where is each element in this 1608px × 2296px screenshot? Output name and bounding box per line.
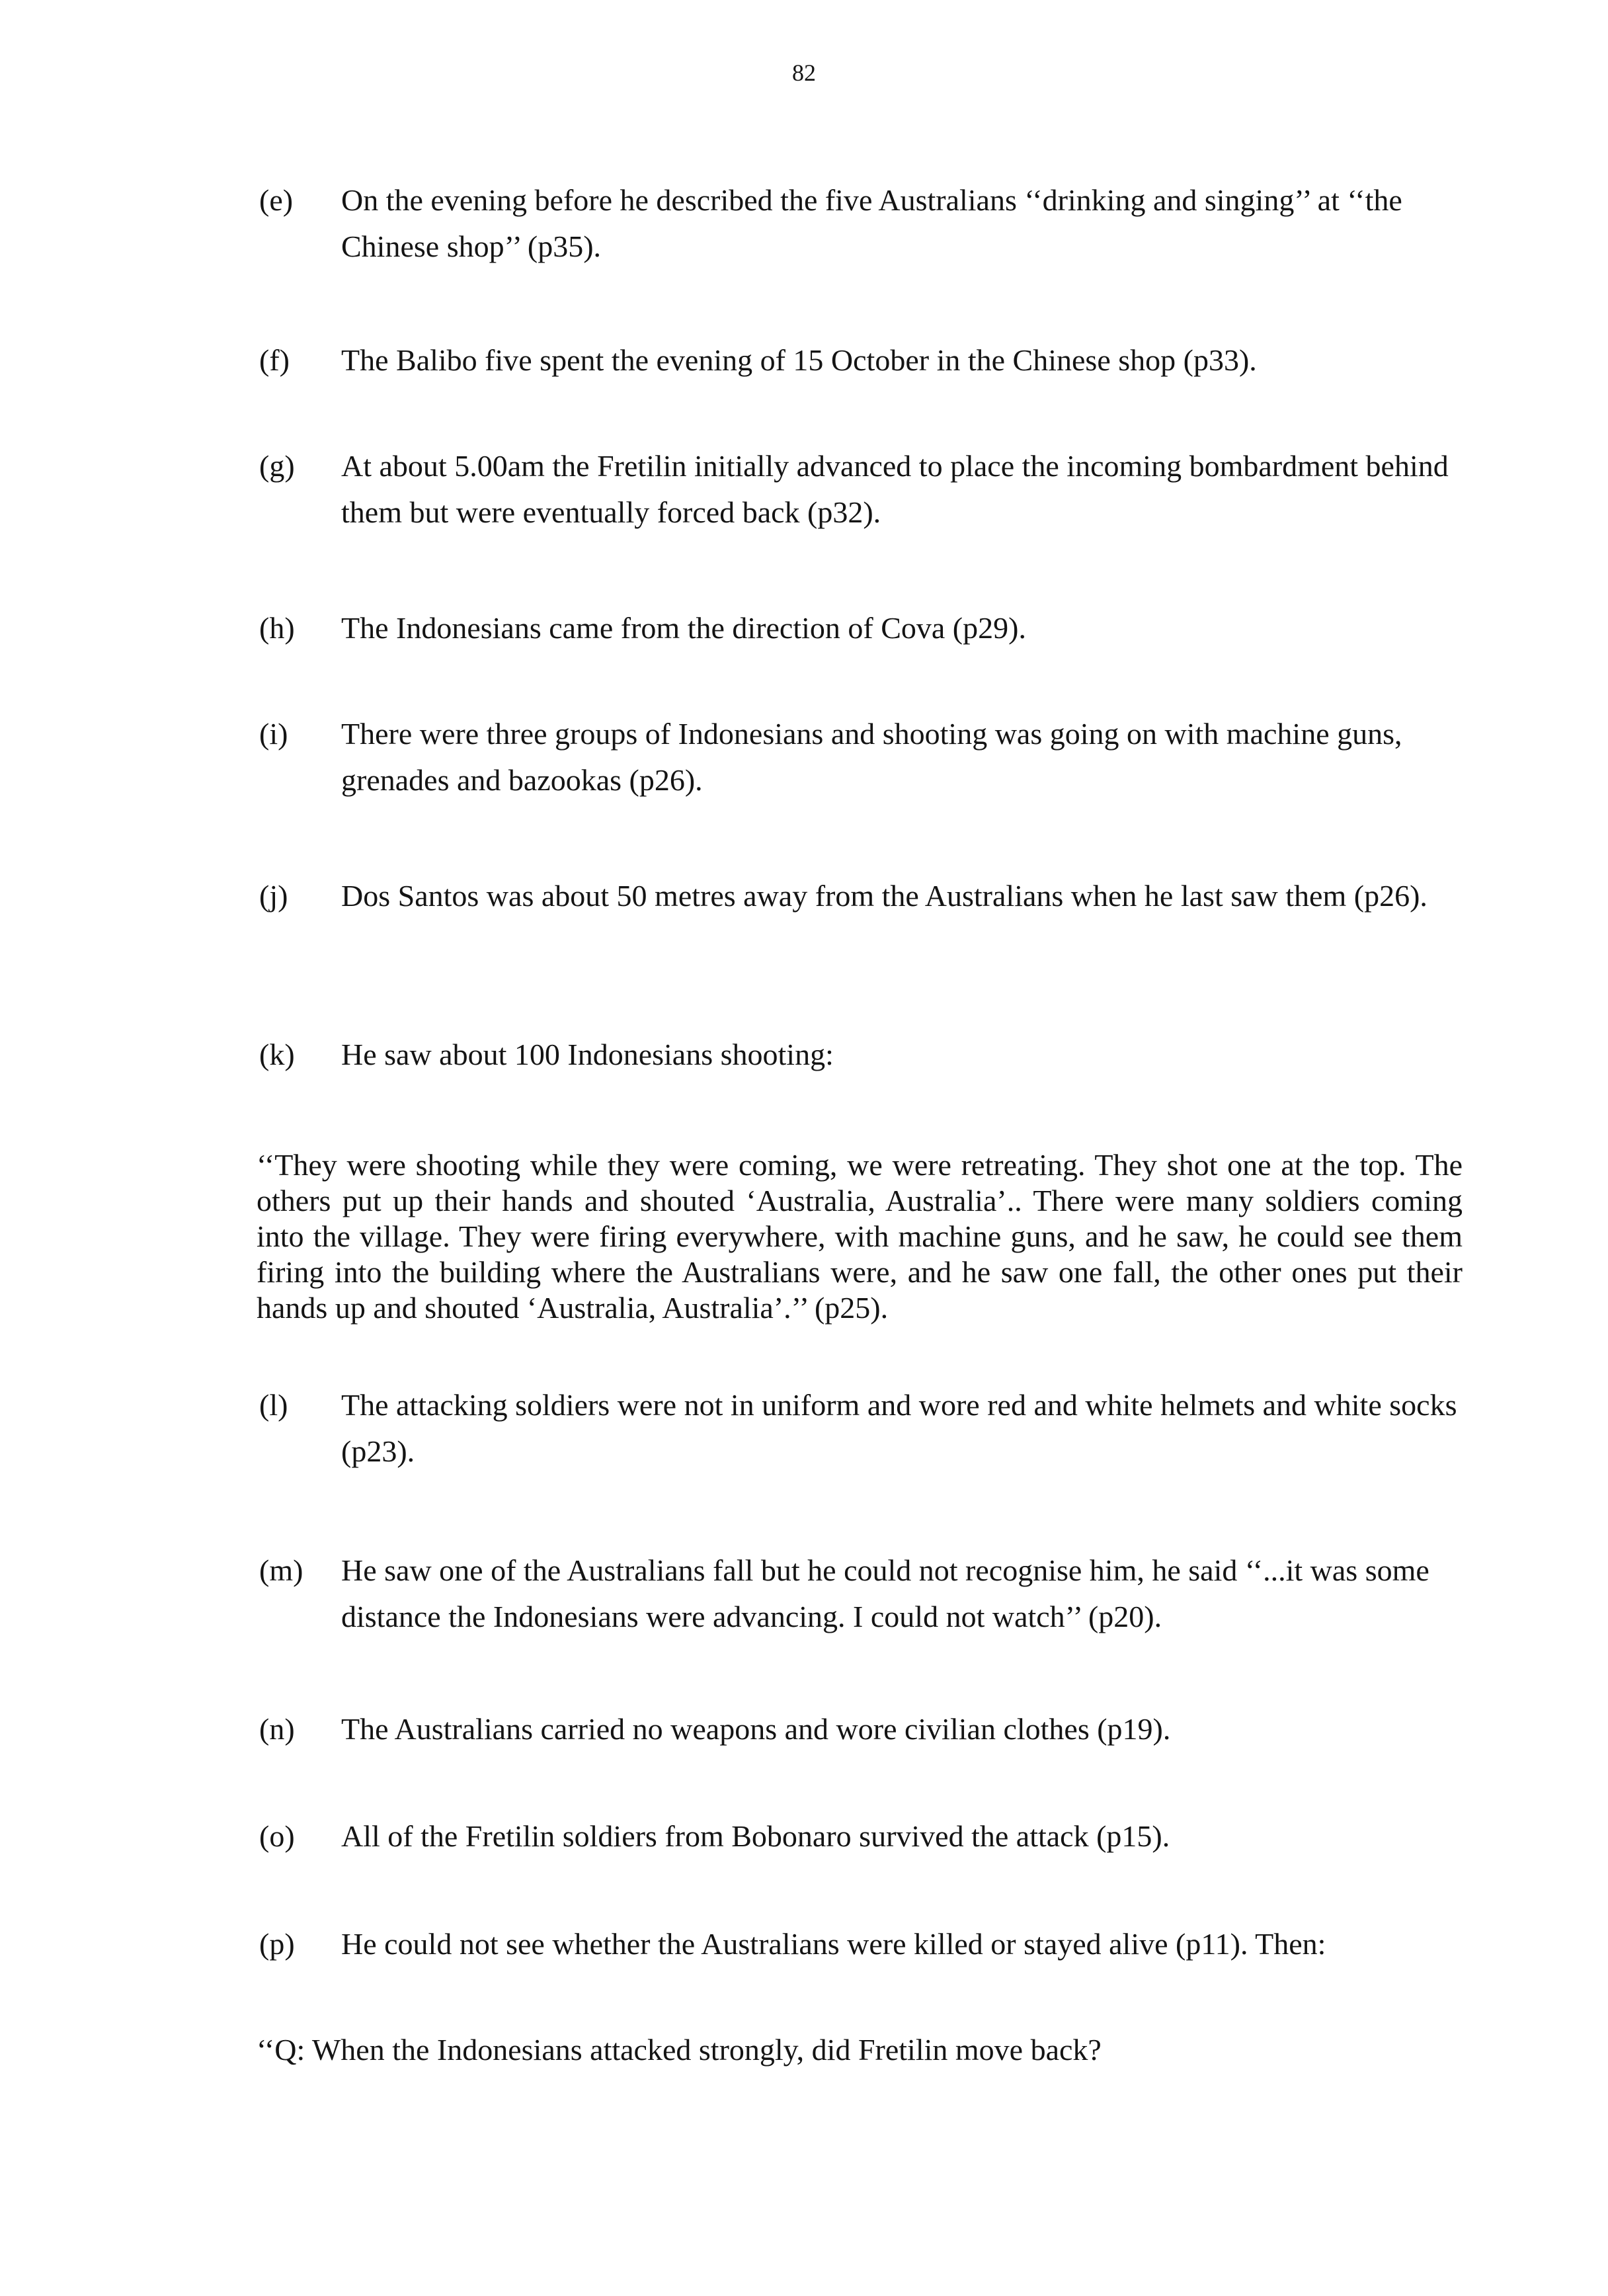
item-text: The Australians carried no weapons and wore civilian clothes (p19). bbox=[341, 1712, 1171, 1746]
item-label: (n) bbox=[259, 1712, 295, 1746]
item-label: (f) bbox=[259, 343, 290, 377]
item-label: (o) bbox=[259, 1819, 295, 1853]
item-label: (e) bbox=[259, 183, 294, 217]
item-label: (p) bbox=[259, 1927, 295, 1961]
item-label: (g) bbox=[259, 449, 295, 483]
item-label: (i) bbox=[259, 717, 288, 751]
item-text: He could not see whether the Australians were killed or stayed alive (p11). Then: bbox=[341, 1927, 1326, 1961]
item-text: At about 5.00am the Fretilin initially advanced to place the incoming bombardment behind them but were eventually forced back (p32). bbox=[341, 449, 1449, 529]
item-text: All of the Fretilin soldiers from Bobonaro survived the attack (p15). bbox=[341, 1819, 1170, 1853]
block-quote: ‘‘They were shooting while they were coming, we were retreating. They shot one at the top. The others put up their hands and shouted ‘Australia, Australia’.. There were many soldiers coming into the village. They were firing everywhere, with machine guns, and he saw, he could see them firing into the building where the Australians were, and he saw one fall, the other ones put their hands up and shouted ‘Australia, Australia’.’’ (p25). bbox=[257, 1148, 1463, 1325]
item-text: Dos Santos was about 50 metres away from the Australians when he last saw them (p26). bbox=[341, 879, 1427, 913]
page-number: 82 bbox=[792, 60, 816, 86]
item-text: The Balibo five spent the evening of 15 October in the Chinese shop (p33). bbox=[341, 343, 1257, 377]
item-text: He saw one of the Australians fall but he could not recognise him, he said ‘‘...it was some distance the Indonesians were advancing. I could not watch’’ (p20). bbox=[341, 1553, 1429, 1633]
item-label: (j) bbox=[259, 879, 288, 913]
item-text: He saw about 100 Indonesians shooting: bbox=[341, 1038, 834, 1071]
item-text: The attacking soldiers were not in uniform and wore red and white helmets and white socks (p23). bbox=[341, 1388, 1457, 1468]
item-label: (m) bbox=[259, 1553, 303, 1587]
item-text: There were three groups of Indonesians and shooting was going on with machine guns, grenades and bazookas (p26). bbox=[341, 717, 1402, 797]
item-label: (l) bbox=[259, 1388, 288, 1422]
item-label: (h) bbox=[259, 611, 295, 645]
item-text: The Indonesians came from the direction of Cova (p29). bbox=[341, 611, 1026, 645]
item-text: On the evening before he described the five Australians ‘‘drinking and singing’’ at ‘‘the Chinese shop’’ (p35). bbox=[341, 183, 1402, 263]
question-line: ‘‘Q: When the Indonesians attacked strongly, did Fretilin move back? bbox=[257, 2033, 1102, 2067]
item-label: (k) bbox=[259, 1038, 295, 1071]
